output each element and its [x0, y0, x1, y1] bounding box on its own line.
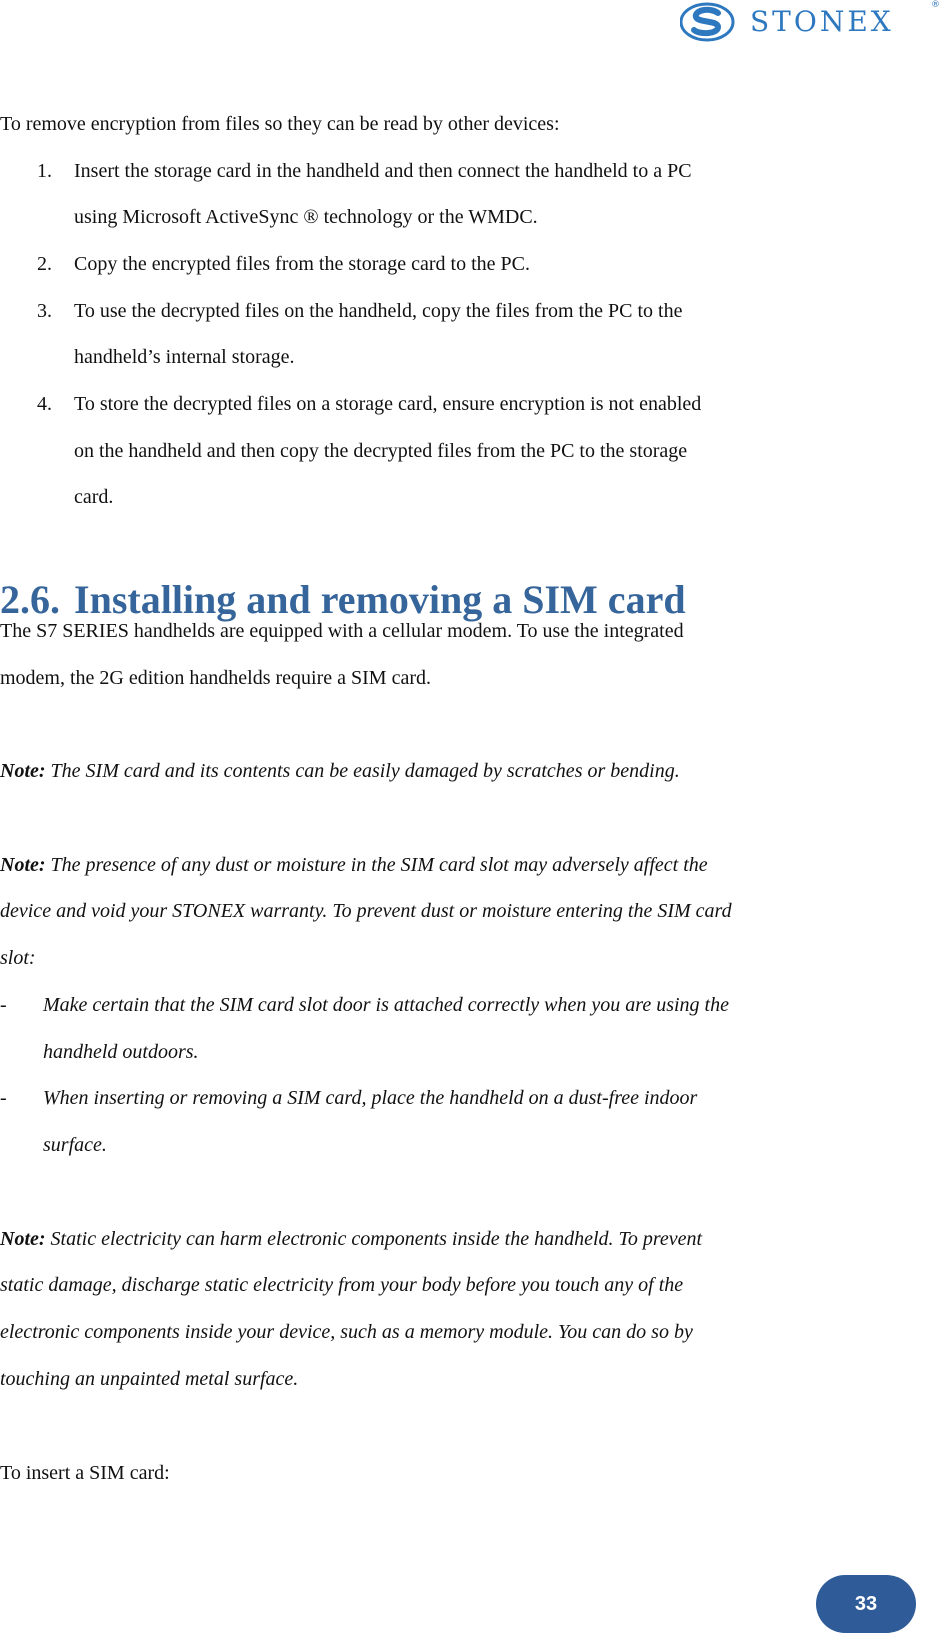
- outro-text: To insert a SIM card:: [0, 1462, 170, 1484]
- body-paragraph: modem, the 2G edition handhelds require a SIM card.: [0, 667, 431, 689]
- step-number: 3.: [37, 300, 52, 322]
- note-text: The SIM card and its contents can be easily damaged by scratches or bending.: [45, 760, 680, 782]
- note-text: device and void your STONEX warranty. To prevent dust or moisture entering the SIM card: [0, 900, 732, 922]
- section-title: Installing and removing a SIM card: [74, 577, 686, 622]
- step-number: 1.: [37, 160, 52, 182]
- note-text: slot:: [0, 947, 36, 969]
- intro-text: To remove encryption from files so they can be read by other devices:: [0, 113, 560, 135]
- bullet-text: Make certain that the SIM card slot door is attached correctly when you are using the: [43, 994, 729, 1016]
- step-text: To use the decrypted files on the handheld, copy the files from the PC to the: [74, 300, 683, 322]
- note-2: [0, 853, 708, 877]
- bullet-text: When inserting or removing a SIM card, place the handheld on a dust-free indoor: [43, 1087, 698, 1109]
- note-label: Note:: [0, 1228, 46, 1250]
- note-label: Note:: [0, 854, 46, 876]
- note-text: The presence of any dust or moisture in the SIM card slot may adversely affect the: [45, 854, 708, 876]
- step-text: using Microsoft ActiveSync ® technology or the WMDC.: [74, 206, 538, 228]
- step-text: Copy the encrypted files from the storage card to the PC.: [74, 253, 530, 275]
- bullet-text: handheld outdoors.: [43, 1041, 199, 1063]
- step-text: Insert the storage card in the handheld and then connect the handheld to a PC: [74, 160, 692, 182]
- note-text: touching an unpainted metal surface.: [0, 1368, 299, 1390]
- note-text: static damage, discharge static electricity from your body before you touch any of the: [0, 1274, 684, 1296]
- stonex-s-emblem-icon: [680, 2, 740, 42]
- note-1: [0, 759, 680, 783]
- body-paragraph: The S7 SERIES handhelds are equipped with a cellular modem. To use the integrated: [0, 620, 684, 642]
- step-number: 2.: [37, 253, 52, 275]
- step-text: handheld’s internal storage.: [74, 346, 295, 368]
- step-number: 4.: [37, 393, 52, 415]
- bullet-text: surface.: [43, 1134, 107, 1156]
- step-text: To store the decrypted files on a storage card, ensure encryption is not enabled: [74, 393, 702, 415]
- section-number: 2.6.: [0, 577, 60, 622]
- page-number-badge: 33: [816, 1575, 916, 1633]
- registered-mark: ®: [931, 0, 940, 10]
- step-text: card.: [74, 486, 114, 508]
- bullet-marker: -: [0, 1087, 7, 1109]
- stonex-logo: [680, 2, 940, 42]
- step-text: on the handheld and then copy the decrypted files from the PC to the storage: [74, 440, 688, 462]
- bullet-marker: -: [0, 994, 7, 1016]
- note-label: Note:: [0, 760, 46, 782]
- note-text: electronic components inside your device, such as a memory module. You can do so by: [0, 1321, 693, 1343]
- logo-wordmark: STONEX: [750, 5, 894, 38]
- note-3: [0, 1227, 702, 1251]
- note-text: Static electricity can harm electronic components inside the handheld. To prevent: [45, 1228, 703, 1250]
